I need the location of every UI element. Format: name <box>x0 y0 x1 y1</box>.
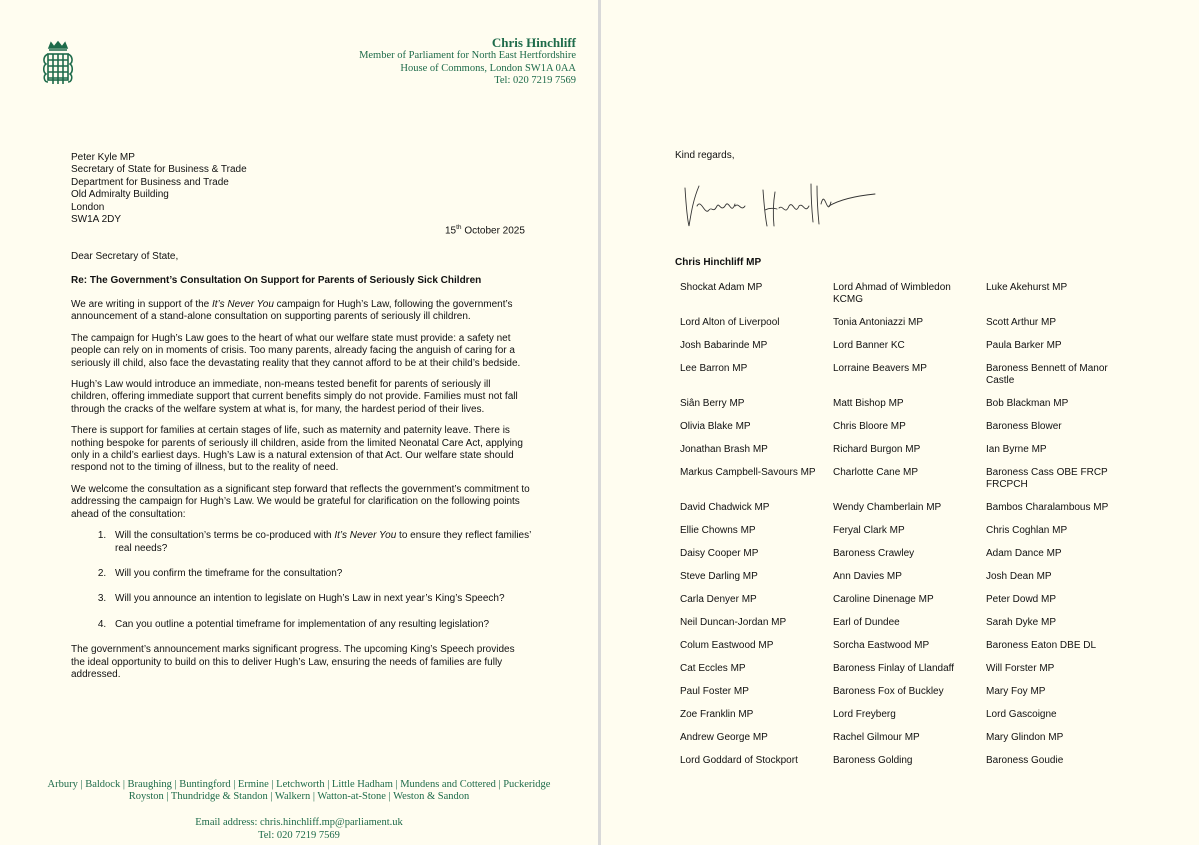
signatory: Caroline Dinenage MP <box>833 594 934 605</box>
recipient-line: London <box>71 201 105 213</box>
signatory: Cat Eccles MP <box>680 663 746 674</box>
signatory: Adam Dance MP <box>986 548 1062 559</box>
body-paragraph: There is support for families at certain stages of life, such as maternity and paternity leave. There is nothing bespoke for parents of seriously ill children, aside from the limited Neonatal Care Act, applying only in a child’s earliest days. Hugh’s Law is a natural extension of that Act. Our welfare state should respond not to the timing of illness, but to the reality of need. <box>71 425 523 474</box>
signatory: Baroness Finlay of Llandaff <box>833 663 955 674</box>
signatory: Baroness Bennett of Manor Castle <box>986 363 1108 386</box>
closing-phrase: Kind regards, <box>675 150 735 161</box>
body-paragraph <box>71 299 531 324</box>
question-item <box>109 530 531 555</box>
question-item: 2. Will you confirm the timeframe for the consultation? <box>109 568 531 580</box>
signatory: Peter Dowd MP <box>986 594 1057 605</box>
signatory: Wendy Chamberlain MP <box>833 502 942 513</box>
signatory: Baroness Cass OBE FRCP FRCPCH <box>986 467 1108 490</box>
question-item: 3. Will you announce an intention to legislate on Hugh’s Law in next year’s King’s Speech? <box>109 593 531 605</box>
signatory: Steve Darling MP <box>680 571 758 582</box>
question-item: 4. Can you outline a potential timeframe for implementation of any resulting legislation? <box>109 619 531 631</box>
signatories-list <box>680 282 1140 778</box>
date-suffix: th <box>456 224 462 231</box>
signatory: Carla Denyer MP <box>680 594 757 605</box>
body-paragraph: We welcome the consultation as a significant step forward that reflects the government’s commitment to addressing the campaign for Hugh’s Law. We would be grateful for clarification on the following points ahead of the consultation: <box>71 483 530 520</box>
mp-constituency: Member of Parliament for North East Hertfordshire <box>359 50 576 61</box>
portcullis-logo <box>40 40 76 90</box>
text-run: campaign for Hugh’s Law, following the government’s announcement of a stand-alone consultation on supporting parents of seriously ill children. <box>71 299 513 323</box>
signatory: Neil Duncan-Jordan MP <box>680 617 787 628</box>
signatory: Lord Ahmad of Wimbledon KCMG <box>833 282 951 305</box>
signatory: Mary Foy MP <box>986 686 1046 697</box>
recipient-address <box>71 152 247 226</box>
signatory: Josh Dean MP <box>986 571 1052 582</box>
date-rest: October 2025 <box>461 225 525 237</box>
signatory: Colum Eastwood MP <box>680 640 774 651</box>
signatory: Ann Davies MP <box>833 571 902 582</box>
signatory: David Chadwick MP <box>680 502 770 513</box>
signatory: Chris Coghlan MP <box>986 525 1068 536</box>
recipient-line: Department for Business and Trade <box>71 176 229 188</box>
signatory: Scott Arthur MP <box>986 317 1057 328</box>
signatory: Chris Bloore MP <box>833 421 906 432</box>
text-run: We are writing in support of the <box>71 299 212 310</box>
signatory: Sorcha Eastwood MP <box>833 640 930 651</box>
mp-telephone: Tel: 020 7219 7569 <box>494 75 576 86</box>
signatory: Siân Berry MP <box>680 398 745 409</box>
signatory: Bob Blackman MP <box>986 398 1069 409</box>
salutation: Dear Secretary of State, <box>71 251 179 262</box>
recipient-line: Secretary of State for Business & Trade <box>71 164 247 176</box>
body-paragraph: The government’s announcement marks significant progress. The upcoming King’s Speech provides the ideal opportunity to build on this to deliver Hugh’s Law, ensuring the needs of families are fully addressed. <box>71 644 515 680</box>
signatory: Shockat Adam MP <box>680 282 763 293</box>
signatory: Ellie Chowns MP <box>680 525 756 536</box>
mp-address: House of Commons, London SW1A 0AA <box>400 62 576 74</box>
signatory: Olivia Blake MP <box>680 421 751 432</box>
signatory: Matt Bishop MP <box>833 398 904 409</box>
campaign-name: It’s Never You <box>334 530 397 542</box>
footer-email: Email address: chris.hinchliff.mp@parliament.uk <box>195 817 403 828</box>
places-line: Arbury | Baldock | Braughing | Buntingford | Ermine | Letchworth | Little Hadham | Mundens and Cottered | Puckeridge <box>47 779 551 790</box>
letterhead <box>359 35 576 88</box>
signatory: Bambos Charalambous MP <box>986 502 1109 513</box>
signer-name: Chris Hinchliff MP <box>675 257 762 268</box>
recipient-line: Peter Kyle MP <box>71 152 135 163</box>
body-paragraph: Hugh’s Law would introduce an immediate, non-means tested benefit for parents of seriously ill children, offering immediate support that current benefits simply do not provide. Families must not fall through the cracks of the welfare system at what is, for many, the hardest period of their lives. <box>71 379 518 415</box>
signatory: Rachel Gilmour MP <box>833 732 920 743</box>
constituency-places <box>0 779 598 803</box>
signatory: Baroness Fox of Buckley <box>833 686 944 697</box>
recipient-line: SW1A 2DY <box>71 214 122 226</box>
signatory: Tonia Antoniazzi MP <box>833 317 924 328</box>
signatory: Lee Barron MP <box>680 363 748 374</box>
signatory: Lord Goddard of Stockport <box>680 755 798 766</box>
signatory: Sarah Dyke MP <box>986 617 1057 628</box>
places-line: Royston | Thundridge & Standon | Walkern | Watton-at-Stone | Weston & Sandon <box>128 791 470 802</box>
letter-page-1 <box>0 0 598 845</box>
signatory: Feryal Clark MP <box>833 525 905 536</box>
handwritten-signature <box>679 176 879 236</box>
signatory: Zoe Franklin MP <box>680 709 754 720</box>
signatory: Lord Banner KC <box>833 340 905 351</box>
letter-page-2 <box>601 0 1199 845</box>
letter-date <box>445 224 525 236</box>
signatory: Lorraine Beavers MP <box>833 363 927 374</box>
questions-list <box>71 530 531 631</box>
signatory: Will Forster MP <box>986 663 1055 674</box>
signatory: Mary Glindon MP <box>986 732 1064 743</box>
signatory: Daisy Cooper MP <box>680 548 759 559</box>
recipient-line: Old Admiralty Building <box>71 189 169 201</box>
body-paragraph: The campaign for Hugh’s Law goes to the heart of what our welfare state must provide: a safety net people can rely on in moments of crisis. Too many parents, already facing the anguish of caring for a seriously ill child, also face the devastating reality that they cannot afford to be at their child’s bedside. <box>71 332 521 369</box>
text-run: to ensure they reflect families’ real needs? <box>115 530 531 554</box>
footer-contact <box>0 816 598 842</box>
signatory: Luke Akehurst MP <box>986 282 1068 293</box>
signatory: Lord Alton of Liverpool <box>680 317 780 328</box>
signatory: Ian Byrne MP <box>986 444 1047 455</box>
signatory: Lord Gascoigne <box>986 709 1057 720</box>
signatory: Baroness Golding <box>833 755 913 766</box>
letter-body <box>71 299 531 690</box>
signatory: Lord Freyberg <box>833 709 896 720</box>
signatory: Richard Burgon MP <box>833 444 921 455</box>
signatory: Earl of Dundee <box>833 617 900 628</box>
date-day: 15 <box>445 225 457 237</box>
signatory: Markus Campbell-Savours MP <box>680 467 816 478</box>
signatory: Josh Babarinde MP <box>680 340 768 351</box>
signatory: Baroness Goudie <box>986 755 1064 766</box>
signatory: Baroness Crawley <box>833 548 915 559</box>
campaign-name: It’s Never You <box>212 299 274 310</box>
signatory: Jonathan Brash MP <box>680 444 768 455</box>
signatory: Baroness Blower <box>986 421 1062 432</box>
signatory: Paula Barker MP <box>986 340 1062 351</box>
signatory: Paul Foster MP <box>680 686 749 697</box>
text-run: Will the consultation’s terms be co-produced with <box>115 530 335 542</box>
subject-line: Re: The Government’s Consultation On Support for Parents of Seriously Sick Children <box>71 275 482 286</box>
footer-tel: Tel: 020 7219 7569 <box>258 830 340 841</box>
mp-name: Chris Hinchliff <box>491 35 576 50</box>
signatory: Charlotte Cane MP <box>833 467 919 478</box>
signatory: Andrew George MP <box>680 732 768 743</box>
signatory: Baroness Eaton DBE DL <box>986 640 1097 651</box>
